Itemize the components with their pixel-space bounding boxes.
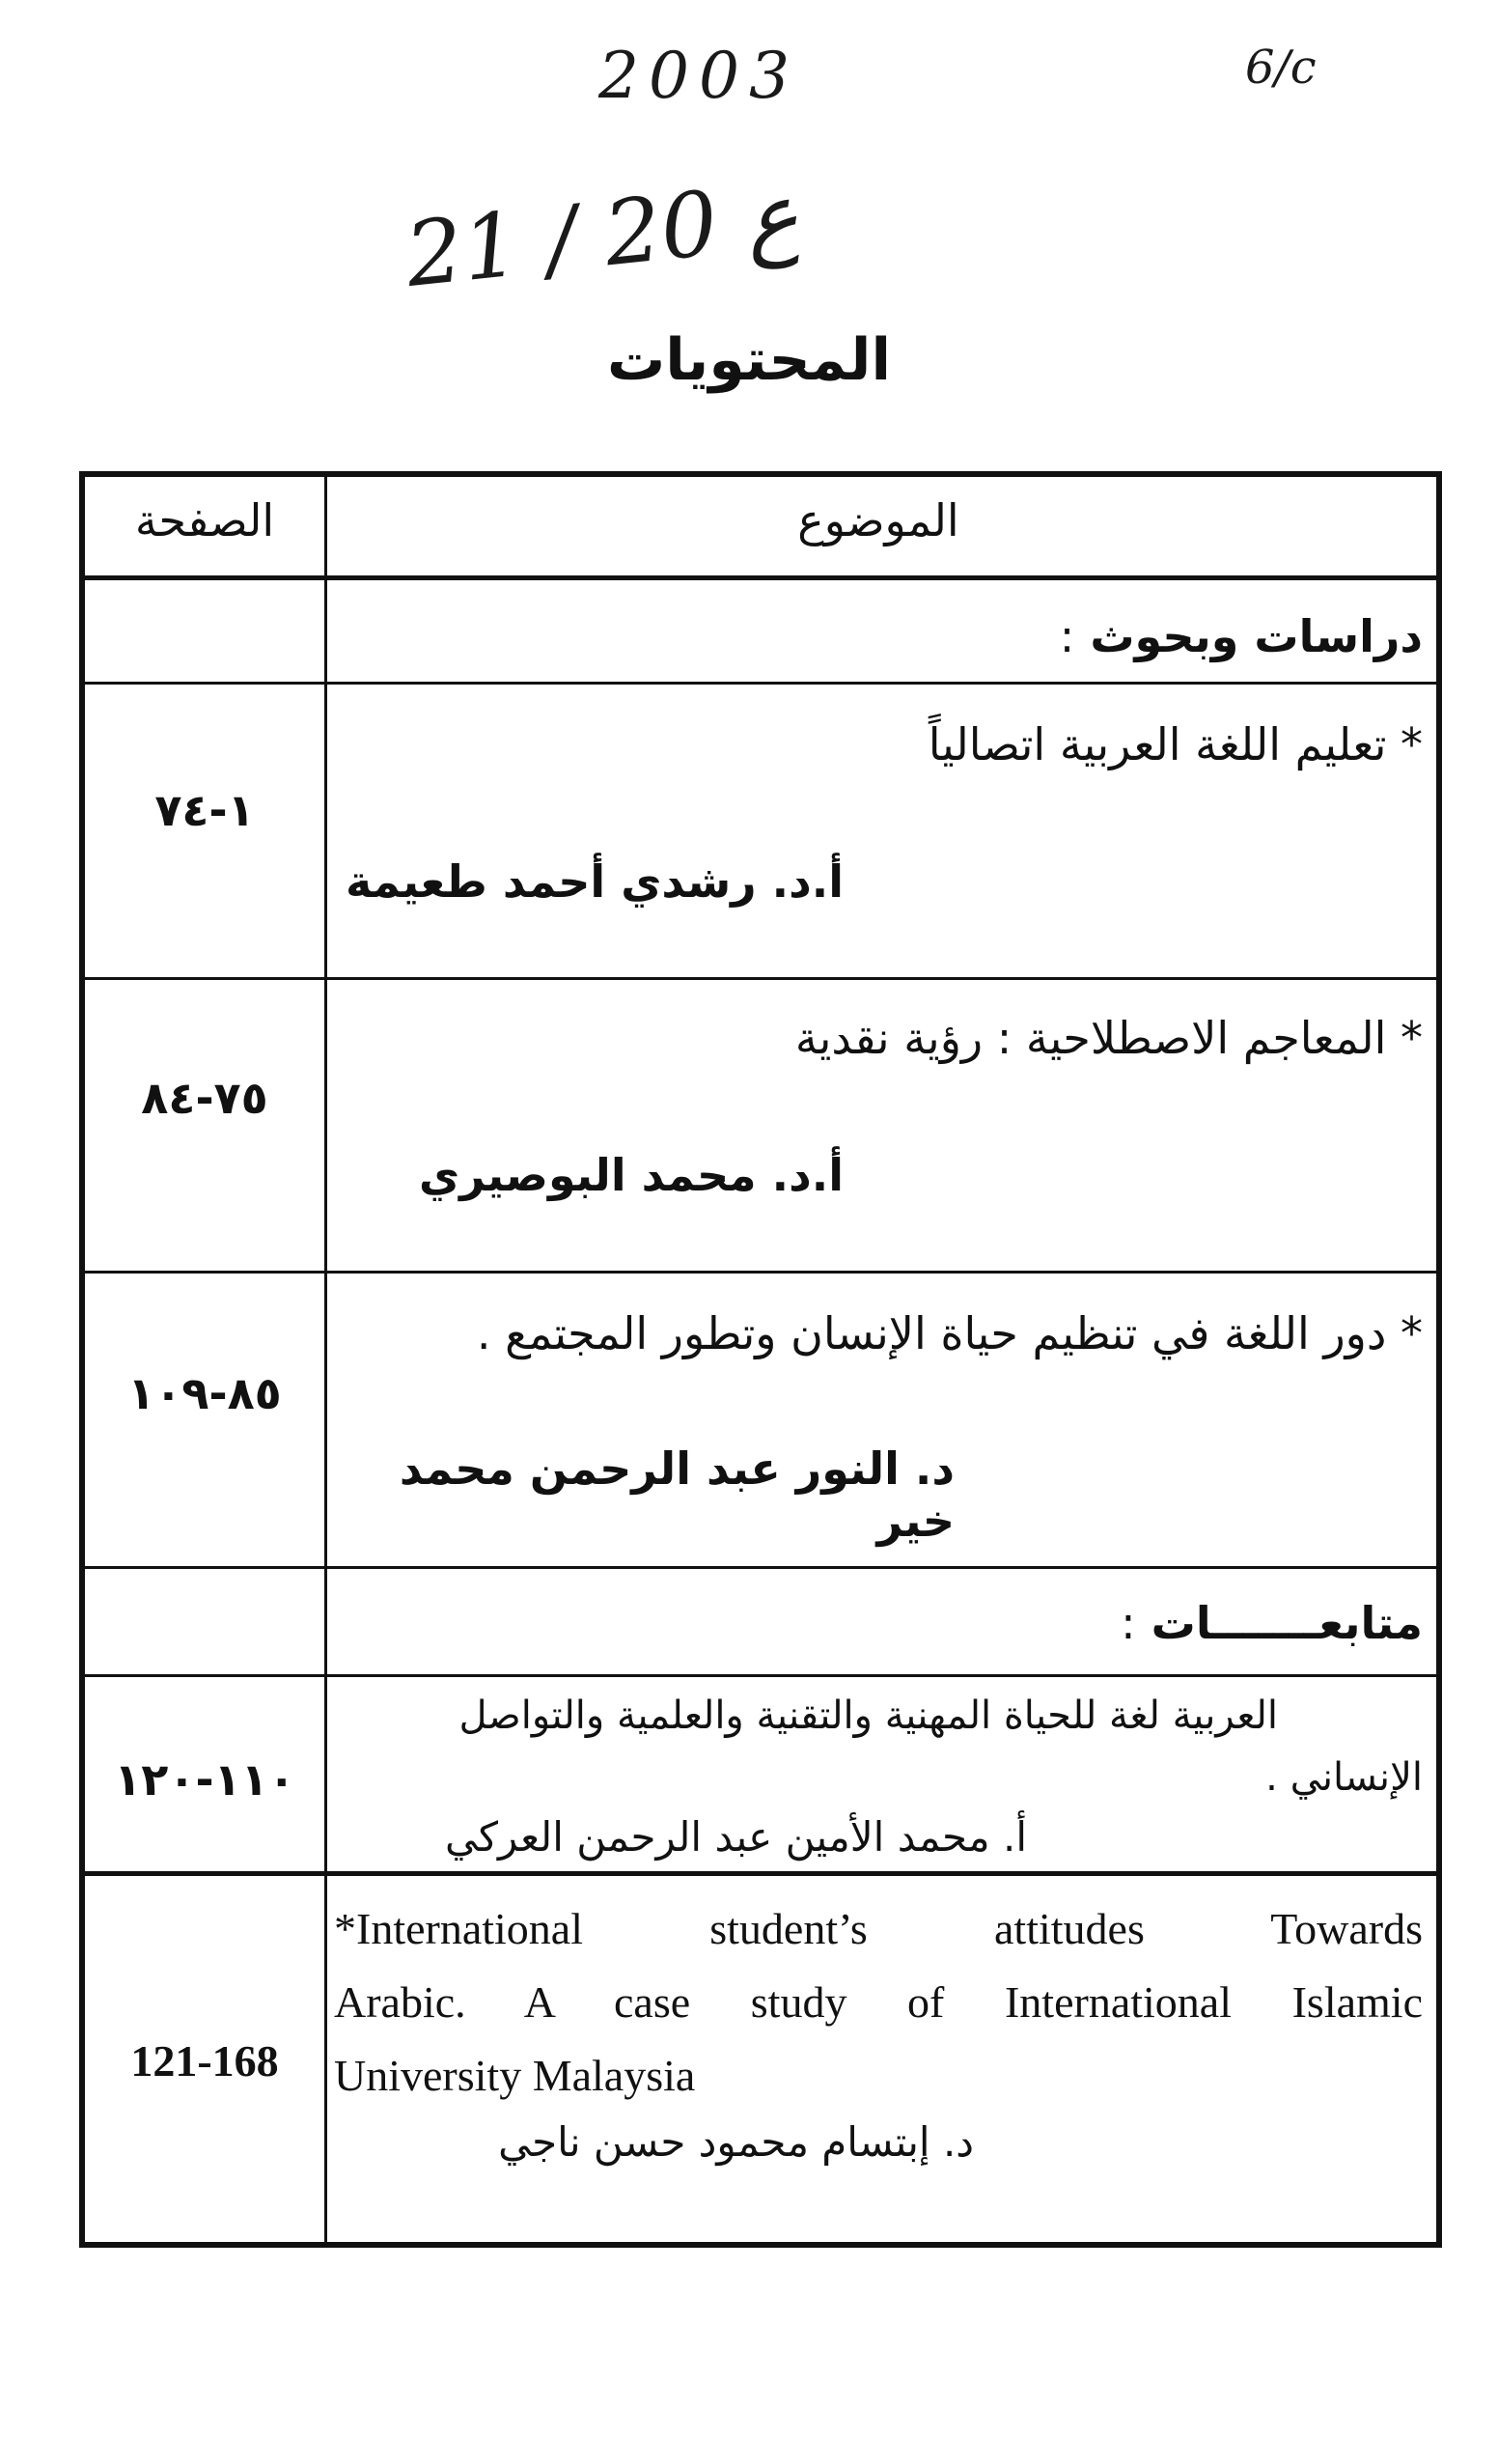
contents-table [79, 471, 1442, 2248]
section-colon: : [1121, 1597, 1136, 1649]
entry-title: * المعاجم الاصطلاحية : رؤية نقدية [794, 1012, 1423, 1064]
row-divider [85, 1674, 1436, 1677]
handwritten-issue-number: 21 / 20 ع [401, 162, 804, 308]
section-followups [334, 1597, 1423, 1649]
handwritten-initials: 6/c [1245, 41, 1317, 95]
row-divider [85, 1271, 1436, 1274]
header-subject: الموضوع [797, 494, 959, 546]
entry-title: * دور اللغة في تنظيم حياة الإنسان وتطور المجتمع . [476, 1307, 1423, 1359]
entry-author: أ.د. رشدي أحمد طعيمة [346, 855, 844, 908]
handwritten-year: 2003 [598, 39, 799, 113]
entry-pages: ٨٥-١٠٩ [127, 1367, 282, 1419]
entry-author: د. النور عبد الرحمن محمد خير [399, 1442, 955, 1547]
entry-pages: ١١٠-١٢٠ [114, 1753, 295, 1806]
entry-title: العربية لغة للحياة المهنية والتقنية والعلمية والتواصل [458, 1694, 1278, 1738]
header-page: الصفحة [134, 494, 275, 546]
entry-pages: ١-٧٤ [154, 784, 255, 836]
section-label: دراسات وبحوث [1090, 610, 1423, 662]
page-title: المحتويات [606, 326, 892, 394]
row-divider [85, 1871, 1436, 1876]
entry-title-continued: الإنساني . [1265, 1755, 1423, 1800]
row-divider [85, 682, 1436, 685]
entry-title: * تعليم اللغة العربية اتصالياً [928, 718, 1423, 770]
entry-author: د. إبتسام محمود حسن ناجي [498, 2118, 974, 2166]
entry-pages: ٧٥-٨٤ [141, 1072, 268, 1124]
entry-pages: 121-168 [130, 2036, 279, 2086]
section-label: متابعـــــــات [1151, 1597, 1423, 1649]
entry-author: أ. محمد الأمين عبد الرحمن العركي [444, 1813, 1027, 1861]
english-title-line: Arabic. A case study of International Islamic [334, 1977, 1423, 2027]
row-divider [85, 1566, 1436, 1569]
entry-author: أ.د. محمد البوصيري [418, 1149, 844, 1201]
section-colon: : [1059, 610, 1075, 662]
entry-title-english [334, 1892, 1423, 2113]
row-divider [85, 575, 1436, 580]
english-title-line: *International student’s attitudes Towards [334, 1904, 1423, 1953]
english-title-line: University Malaysia [334, 2051, 696, 2100]
section-studies [334, 610, 1423, 662]
column-divider [324, 477, 327, 2242]
row-divider [85, 977, 1436, 980]
